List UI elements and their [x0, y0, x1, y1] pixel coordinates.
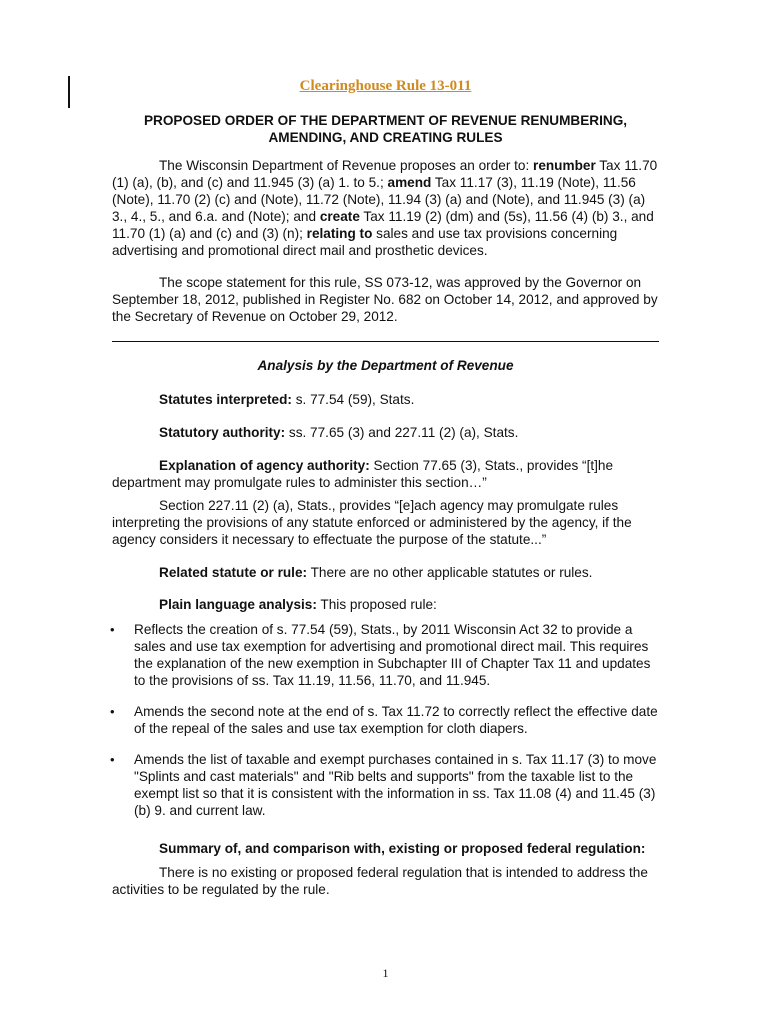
- intro-text-2: Tax 11.70 (1) (a), (b), and (c) and 11.945 (3) (a) 1. to 5.;: [112, 158, 658, 190]
- explanation-label: Explanation of agency authority:: [159, 458, 370, 473]
- authority-value: ss. 77.65 (3) and 227.11 (2) (a), Stats.: [285, 425, 519, 440]
- bullet-text: Amends the list of taxable and exempt purchases contained in s. Tax 11.17 (3) to move "Splints and cast materials" and "Rib belts and supports" from the taxable list to the exempt list so that it is consistent with the information in ss. Tax 11.08 (4) and 11.45 (3) (b) 9. and current law.: [134, 752, 657, 818]
- intro-paragraph: [112, 157, 659, 259]
- intro-amend: amend: [387, 175, 432, 190]
- related-statute: [112, 564, 659, 581]
- intro-text-1: The Wisconsin Department of Revenue proposes an order to:: [159, 158, 534, 173]
- authority-label: Statutory authority:: [159, 425, 286, 440]
- bullet-icon: •: [110, 622, 115, 637]
- explanation-value: Section 77.65 (3), Stats., provides “[t]he department may promulgate rules to administer this section…”: [112, 458, 614, 490]
- related-label: Related statute or rule:: [159, 565, 308, 580]
- related-value: There are no other applicable statutes or rules.: [307, 565, 593, 580]
- summary-label: Summary of, and comparison with, existing or proposed federal regulation:: [159, 841, 646, 856]
- intro-text-4: Tax 11.19 (2) (dm) and (5s), 11.56 (4) (b) 3., and 11.70 (1) (a) and (c) and (3) (n);: [112, 209, 654, 241]
- heading-line-2: AMENDING, AND CREATING RULES: [268, 130, 503, 145]
- intro-text-3: Tax 11.17 (3), 11.19 (Note), 11.56 (Note), 11.70 (2) (c) and (Note), 11.72 (Note), 11.94 (3) (a) and (Note), and 11.945 (3) (a) 3., 4., 5., and 6.a. and (Note); and: [112, 175, 646, 224]
- bullet-text: Amends the second note at the end of s. Tax 11.72 to correctly reflect the effective date of the repeal of the sales and use tax exemption for cloth diapers.: [134, 704, 658, 736]
- intro-renumber: renumber: [533, 158, 596, 173]
- intro-relating-to: relating to: [306, 226, 373, 241]
- statutes-label: Statutes interpreted:: [159, 392, 292, 407]
- revision-bar: [68, 76, 70, 108]
- heading-line-1: PROPOSED ORDER OF THE DEPARTMENT OF REVENUE RENUMBERING,: [143, 113, 628, 128]
- section-227-paragraph: Section 227.11 (2) (a), Stats., provides “[e]ach agency may promulgate rules interpreting the provisions of any statute enforced or administered by the agency, if the agency considers it necessary to effectuate the purpose of the statute...”: [112, 498, 632, 547]
- bullet-icon: •: [110, 752, 115, 767]
- analysis-heading: Analysis by the Department of Revenue: [257, 358, 514, 373]
- statutes-interpreted: [112, 391, 659, 408]
- explanation-of-authority: [112, 457, 659, 491]
- plain-label: Plain language analysis:: [159, 597, 317, 612]
- statutory-authority: [112, 424, 659, 441]
- page-number: 1: [382, 966, 389, 980]
- federal-regulation-heading: [112, 840, 659, 857]
- scope-paragraph: The scope statement for this rule, SS 073-12, was approved by the Governor on September 18, 2012, published in Register No. 682 on October 14, 2012, and approved by the Secretary of Revenue on October 29, 2012.: [112, 275, 658, 324]
- document-heading: [112, 112, 659, 146]
- section-divider: [112, 341, 659, 342]
- plain-value: This proposed rule:: [316, 597, 437, 612]
- bullet-text: Reflects the creation of s. 77.54 (59), Stats., by 2011 Wisconsin Act 32 to provide a sales and use tax exemption for advertising and promotional direct mail. This requires the explanation of the new exemption in Subchapter III of Chapter Tax 11 and updates to the provisions of ss. Tax 11.19, 11.56, 11.70, and 11.945.: [134, 622, 651, 688]
- intro-text-5: sales and use tax provisions concerning advertising and promotional direct mail and prosthetic devices.: [112, 226, 618, 258]
- bullet-icon: •: [110, 704, 115, 719]
- federal-regulation-paragraph: There is no existing or proposed federal regulation that is intended to address the activities to be regulated by the rule.: [112, 865, 648, 897]
- plain-language-analysis: [112, 596, 659, 613]
- clearinghouse-title: Clearinghouse Rule 13-011: [299, 78, 472, 94]
- statutes-value: s. 77.54 (59), Stats.: [291, 392, 415, 407]
- intro-create: create: [319, 209, 360, 224]
